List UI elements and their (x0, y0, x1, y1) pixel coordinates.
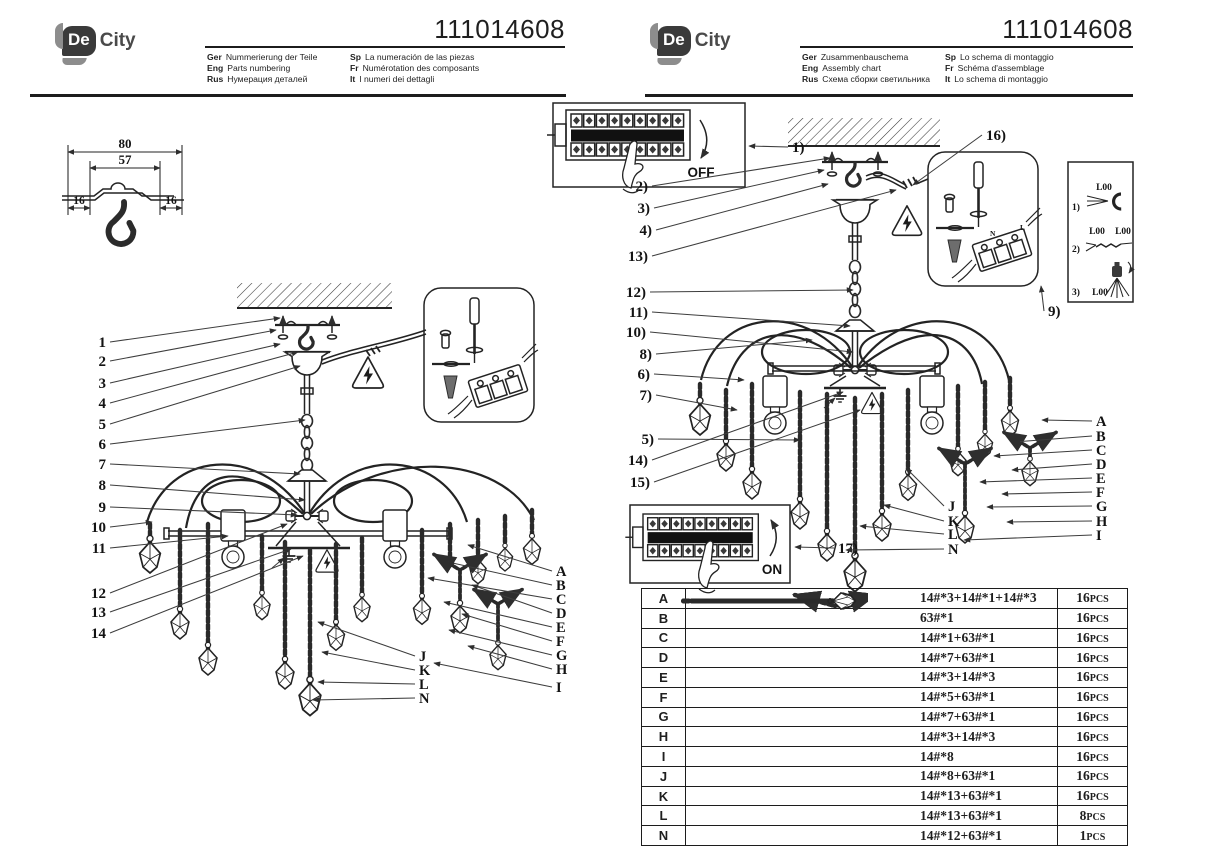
language-text: Zusammenbauschema (820, 52, 909, 62)
part-qty-cell (1058, 589, 1128, 609)
brand-logo (62, 26, 136, 56)
terminal-block-icon (468, 364, 528, 407)
left-supply-wires (322, 330, 426, 364)
callout-label: B (556, 578, 566, 594)
part-diagram-cell (686, 826, 1058, 846)
logo-city-text: City (694, 30, 731, 51)
crystal-pendant-icon (413, 593, 430, 624)
callout-label: J (948, 499, 956, 515)
callout-label: E (1096, 471, 1106, 487)
right-callouts (626, 128, 1108, 558)
callout-label: 2) (635, 179, 648, 195)
crystal-pendant-icon (171, 606, 189, 639)
breaker-strip-icon (547, 110, 690, 160)
callout-label: 6) (637, 367, 650, 383)
logo-badge-text: De (62, 26, 96, 56)
model-number: 111014608 (1002, 14, 1133, 44)
language-code: It (350, 74, 356, 84)
language-row (945, 74, 1054, 85)
part-diagram-cell (686, 786, 1058, 806)
callout-label: 1 (98, 335, 106, 351)
part-qty-unit: PCS (1089, 752, 1109, 764)
part-qty: 16 (1076, 629, 1090, 645)
wire-label-4: L00 (1092, 288, 1108, 298)
part-qty: 16 (1076, 728, 1090, 744)
crystal-pendant-icon (140, 535, 161, 572)
wire-label-2: L00 (1089, 227, 1105, 237)
language-text: Nummerierung der Teile (225, 52, 318, 62)
callout-label: 3) (637, 201, 650, 217)
language-row (207, 63, 317, 74)
part-code: 14#*5+63#*1 (920, 689, 996, 705)
bulb-icon (383, 510, 407, 568)
callout-label: A (1096, 414, 1107, 430)
callout-label: 7 (98, 457, 106, 473)
language-code: Sp (350, 52, 361, 62)
bulb-icon (221, 510, 245, 568)
part-code: 14#*7+63#*1 (920, 649, 996, 665)
callout-label: 17) (838, 541, 858, 557)
left-language-column-2 (350, 52, 479, 85)
model-number: 111014608 (434, 14, 565, 44)
callout-label: 12) (626, 285, 646, 301)
part-letter-cell: I (642, 747, 686, 767)
table-row (642, 668, 1128, 688)
crystal-pendant-icon (523, 533, 540, 564)
part-diagram-cell (686, 687, 1058, 707)
part-code: 63#*1 (920, 610, 954, 626)
part-code: 14#*3+14#*1+14#*3 (920, 590, 1037, 606)
callout-label: 12 (91, 586, 106, 602)
terminal-block-icon (972, 228, 1032, 271)
callout-label: 7) (639, 388, 652, 404)
hub-icon (286, 509, 328, 523)
wire-label-3: L00 (1115, 227, 1131, 237)
language-text: Schéma d'assemblage (957, 63, 1045, 73)
part-qty-unit: PCS (1089, 673, 1109, 685)
part-qty: 16 (1076, 768, 1090, 784)
crystal-pendant-icon (354, 592, 370, 621)
language-text: Lo schema di montaggio (954, 74, 1048, 84)
hook-icon (109, 202, 134, 244)
language-code: Sp (945, 52, 956, 62)
callout-label: 11) (628, 305, 648, 321)
callout-label: C (1096, 443, 1107, 459)
language-code: Rus (802, 74, 819, 84)
table-row (642, 766, 1128, 786)
ceiling-hook-icon (847, 163, 861, 186)
language-text: Parts numbering (227, 63, 291, 73)
part-qty-unit: PCS (1089, 732, 1109, 744)
wire-step-1: 1) (1072, 203, 1080, 213)
right-hook-bracket (822, 152, 888, 186)
part-qty-unit: PCS (1089, 693, 1109, 705)
crystal-pendant-icon (844, 552, 866, 591)
part-qty-cell (1058, 727, 1128, 747)
callout-label: F (1096, 485, 1105, 501)
part-code: 14#*1+63#*1 (920, 629, 996, 645)
part-qty-unit: PCS (1086, 831, 1106, 843)
left-chains-and-crystals (140, 510, 541, 716)
part-letter-cell: N (642, 826, 686, 846)
callout-label: 9 (98, 500, 106, 516)
callout-label: 11 (91, 541, 106, 557)
canopy-icon (833, 200, 877, 223)
right-language-column-2 (945, 52, 1054, 85)
part-qty-cell (1058, 766, 1128, 786)
dim-right-offset: 16 (165, 195, 177, 207)
part-qty-unit: PCS (1089, 633, 1109, 645)
part-qty-cell (1058, 687, 1128, 707)
language-row (802, 74, 930, 85)
callout-label: 6 (98, 437, 106, 453)
crystal-pendant-icon (276, 656, 294, 689)
crystal-pendant-icon (327, 619, 344, 650)
crystal-pendant-icon (299, 676, 321, 715)
wire-label-1: L00 (1096, 183, 1112, 193)
table-row (642, 786, 1128, 806)
part-letter-cell: E (642, 668, 686, 688)
language-text: Numérotation des composants (362, 63, 480, 73)
callout-label: 3 (98, 376, 106, 392)
crystal-pendant-icon (199, 642, 217, 675)
callout-label: B (1096, 429, 1106, 445)
part-qty-cell (1058, 747, 1128, 767)
part-qty: 16 (1076, 708, 1090, 724)
part-code: 14#*13+63#*1 (920, 788, 1002, 804)
table-row (642, 687, 1128, 707)
header-rule-thick (30, 94, 566, 97)
part-diagram-cell (686, 766, 1058, 786)
table-row (642, 727, 1128, 747)
callout-label: L (419, 677, 429, 693)
screwdriver-icon (974, 162, 983, 188)
part-code: 14#*8+63#*1 (920, 768, 996, 784)
language-code: Fr (945, 63, 954, 73)
part-qty-cell (1058, 707, 1128, 727)
power-off-label: OFF (687, 165, 715, 180)
table-row (642, 747, 1128, 767)
warning-triangle-small-icon (862, 392, 883, 413)
crystal-pendant-icon (254, 590, 270, 619)
callout-label: E (556, 620, 566, 636)
part-letter-cell: J (642, 766, 686, 786)
wire-step-2: 2) (1072, 245, 1080, 255)
table-row (642, 628, 1128, 648)
language-row (802, 63, 930, 74)
language-text: Lo schema di montaggio (959, 52, 1054, 62)
language-code: Ger (802, 52, 817, 62)
part-diagram-cell (686, 668, 1058, 688)
part-diagram-cell (686, 648, 1058, 668)
part-qty: 16 (1076, 669, 1090, 685)
language-text: La numeración de las piezas (364, 52, 475, 62)
callout-label: H (556, 662, 568, 678)
logo-city-text: City (99, 30, 136, 51)
part-letter-cell: L (642, 806, 686, 826)
header-rule-thin (205, 46, 565, 48)
part-letter-cell: H (642, 727, 686, 747)
table-row (642, 826, 1128, 846)
table-row (642, 648, 1128, 668)
part-qty: 16 (1076, 590, 1090, 606)
crystal-pendant-icon (490, 640, 506, 669)
crystal-pendant-icon (497, 543, 512, 571)
switch-breaker-parts (547, 110, 758, 593)
language-row (207, 52, 317, 63)
callout-label: J (419, 649, 427, 665)
part-qty-cell (1058, 826, 1128, 846)
callout-label: 2 (98, 354, 106, 370)
part-qty-unit: PCS (1089, 712, 1109, 724)
part-qty: 16 (1076, 748, 1090, 764)
language-text: Схема сборки светильника (822, 74, 930, 84)
ground-symbol-icon (834, 389, 847, 402)
screwdriver-icon (470, 298, 479, 324)
part-diagram-cell (686, 747, 1058, 767)
part-code: 14#*13+63#*1 (920, 807, 1002, 823)
part-qty: 16 (1076, 788, 1090, 804)
table-row (642, 707, 1128, 727)
callout-label: N (948, 542, 959, 558)
part-diagram-cell (686, 707, 1058, 727)
part-letter-cell: K (642, 786, 686, 806)
callout-label: 5) (641, 432, 654, 448)
callout-label: F (556, 634, 565, 650)
part-qty: 16 (1076, 689, 1090, 705)
left-dimension-drawing (62, 136, 184, 244)
callout-label: I (1096, 528, 1102, 544)
part-qty-unit: PCS (1089, 772, 1109, 784)
part-diagram-cell (686, 727, 1058, 747)
part-code: 14#*7+63#*1 (920, 708, 996, 724)
part-letter-cell: A (642, 589, 686, 609)
language-code: Rus (207, 74, 224, 84)
part-letter-cell: G (642, 707, 686, 727)
cone-canopy-icon (288, 470, 326, 481)
crystal-pendant-icon (1022, 456, 1038, 485)
breaker-strip-icon (625, 514, 758, 561)
right-language-column-1 (802, 52, 930, 85)
crystal-pendant-icon (743, 466, 761, 499)
language-text: Нумерация деталей (227, 74, 308, 84)
dim-inner: 57 (118, 152, 132, 167)
language-code: Eng (207, 63, 224, 73)
part-qty: 16 (1076, 649, 1090, 665)
callout-label: 10) (626, 325, 646, 341)
part-diagram-cell (686, 806, 1058, 826)
callout-label: C (556, 592, 567, 608)
callout-label: D (1096, 457, 1107, 473)
callout-label: D (556, 606, 567, 622)
part-qty-unit: PCS (1089, 653, 1109, 665)
language-row (802, 52, 930, 63)
ceiling-hook-icon (300, 326, 314, 349)
part-letter-cell: F (642, 687, 686, 707)
part-letter-cell: C (642, 628, 686, 648)
part-qty-cell (1058, 786, 1128, 806)
right-ceiling (788, 118, 940, 146)
wire-steps-box (1068, 162, 1133, 302)
crystal-pendant-icon (791, 496, 809, 529)
callout-label: 4) (639, 223, 652, 239)
callout-label: 5 (98, 417, 106, 433)
part-qty-unit: PCS (1086, 811, 1106, 823)
language-row (945, 52, 1054, 63)
language-code: Eng (802, 63, 819, 73)
callout-label: I (556, 680, 562, 696)
header-rule-thick (645, 94, 1133, 97)
language-row (350, 74, 479, 85)
bulb-icon (920, 376, 944, 434)
part-qty-cell (1058, 648, 1128, 668)
part-code: 14#*12+63#*1 (920, 827, 1002, 843)
power-on-label: ON (761, 562, 783, 577)
callout-label: 10 (91, 520, 106, 536)
terminal-n-label: N (990, 229, 996, 238)
callout-label: L (948, 527, 958, 543)
language-text: I numeri dei dettagli (359, 74, 435, 84)
crystal-pendant-icon (899, 469, 916, 500)
callout-label: G (1096, 499, 1108, 515)
part-letter-cell: B (642, 608, 686, 628)
callout-label: 16) (986, 128, 1006, 144)
language-row (350, 63, 479, 74)
callout-label: 8) (639, 347, 652, 363)
callout-label: 9) (1048, 304, 1061, 320)
dim-left-offset: 16 (73, 195, 85, 207)
callout-label: 4 (98, 396, 106, 412)
table-row (642, 806, 1128, 826)
language-text: Assembly chart (822, 63, 881, 73)
part-qty: 1 (1079, 827, 1087, 843)
callout-label: 13 (91, 605, 106, 621)
callout-label: A (556, 564, 567, 580)
language-code: Fr (350, 63, 359, 73)
bulb-icon (763, 376, 787, 434)
language-row (945, 63, 1054, 74)
brand-logo (657, 26, 731, 56)
callout-label: H (1096, 514, 1108, 530)
part-qty-cell (1058, 668, 1128, 688)
callout-label: 13) (628, 249, 648, 265)
language-code: Ger (207, 52, 222, 62)
left-inset-terminal-box (424, 288, 538, 422)
part-qty-unit: PCS (1089, 594, 1109, 606)
callout-label: G (556, 648, 568, 664)
stem-chain-icon (850, 261, 861, 318)
part-qty-unit: PCS (1089, 614, 1109, 626)
part-qty-unit: PCS (1089, 792, 1109, 804)
part-code: 14#*3+14#*3 (920, 669, 996, 685)
part-diagram-cell (686, 628, 1058, 648)
part-code: 14#*3+14#*3 (920, 728, 996, 744)
callout-label: K (419, 663, 431, 679)
callout-label: 14) (628, 453, 648, 469)
part-qty-cell (1058, 806, 1128, 826)
logo-badge-text: De (657, 26, 691, 56)
language-code: It (945, 74, 951, 84)
left-ceiling (237, 283, 392, 308)
pointing-finger-icon (699, 541, 719, 593)
warning-triangle-icon (892, 206, 921, 235)
part-qty-cell (1058, 608, 1128, 628)
part-qty: 16 (1076, 610, 1090, 626)
part-qty-cell (1058, 628, 1128, 648)
language-row (207, 74, 317, 85)
crystal-pendant-icon (818, 528, 836, 561)
callout-label: 8 (98, 478, 106, 494)
right-inset-terminal-box (928, 152, 1042, 286)
part-code: 14#*8 (920, 748, 954, 764)
stem-chain-icon (302, 415, 313, 472)
left-language-column-1 (207, 52, 317, 85)
warning-triangle-icon (353, 357, 384, 388)
parts-table (641, 588, 1128, 846)
language-row (350, 52, 479, 63)
terminal-l-label: L (1020, 223, 1026, 232)
callout-label: 15) (630, 475, 650, 491)
callout-label: K (948, 514, 960, 530)
callout-label: N (419, 691, 430, 707)
wire-step-3: 3) (1072, 288, 1080, 298)
dim-overall: 80 (118, 136, 132, 151)
part-qty: 8 (1079, 807, 1087, 823)
callout-label: 1) (792, 140, 805, 156)
header-rule-thin (800, 46, 1133, 48)
left-hook-bracket (275, 316, 340, 349)
crystal-pendant-icon (873, 508, 891, 541)
callout-label: 14 (91, 626, 106, 642)
part-letter-cell: D (642, 648, 686, 668)
